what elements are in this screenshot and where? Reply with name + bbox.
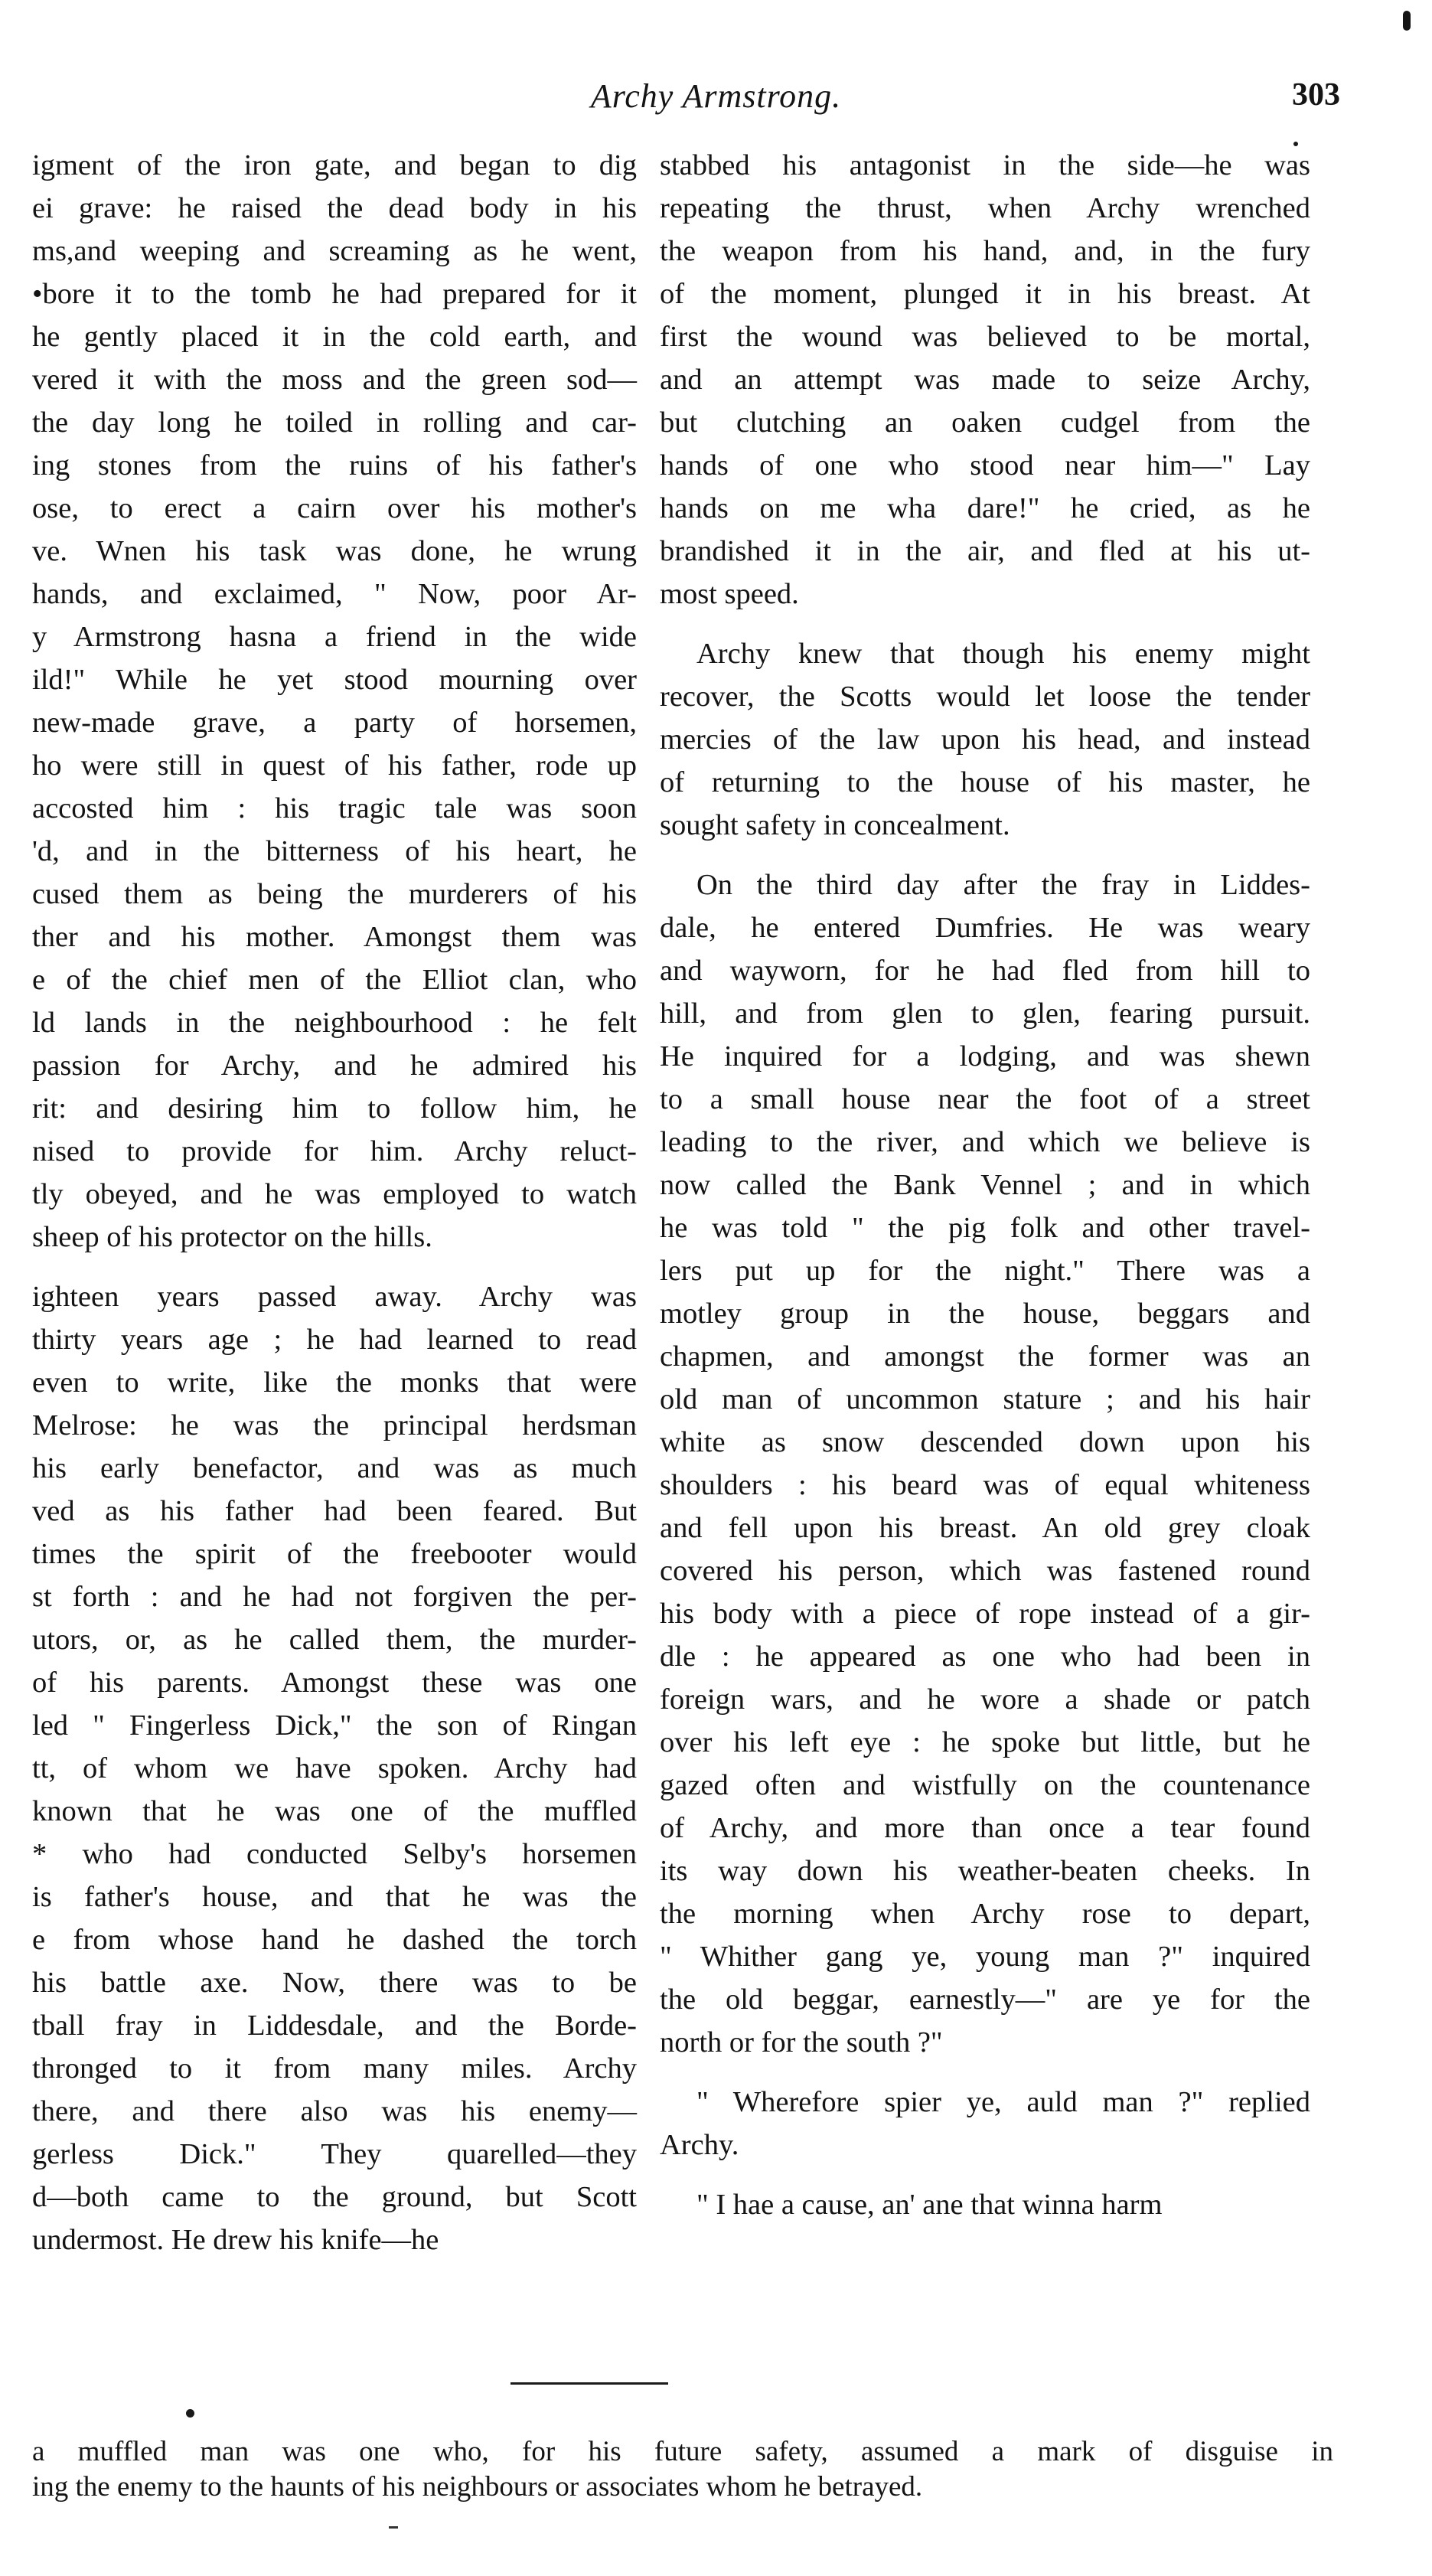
paragraph (32, 1275, 637, 2261)
text-line: chapmen, and amongst the former was an (660, 1340, 1310, 1373)
text-line: dale, he entered Dumfries. He was weary (660, 912, 1310, 944)
text-line: " I hae a cause, an' ane that winna harm (696, 2189, 1163, 2221)
text-line: nised to provide for him. Archy reluct- (32, 1135, 637, 1167)
text-line: there, and there also was his enemy— (32, 2095, 637, 2127)
text-line: its way down his weather-beaten cheeks. In (660, 1855, 1310, 1887)
text-line: e from whose hand he dashed the torch (32, 1924, 637, 1956)
text-line: and wayworn, for he had fled from hill to (660, 955, 1310, 987)
text-line: gerless Dick." They quarelled—they (32, 2138, 637, 2170)
text-line: now called the Bank Vennel ; and in which (660, 1169, 1310, 1201)
text-line: foreign wars, and he wore a shade or patch (660, 1683, 1310, 1716)
text-line: tball fray in Liddesdale, and the Borde- (32, 2010, 637, 2042)
text-line: Melrose: he was the principal herdsman (32, 1409, 637, 1441)
text-line: leading to the river, and which we believe is (660, 1126, 1310, 1158)
footnote-line: a muffled man was one who, for his future safety, assumed a mark of disguise in (32, 2436, 1333, 2467)
text-line: Archy knew that though his enemy might (696, 638, 1310, 670)
text-line: he was told " the pig folk and other travel- (660, 1212, 1310, 1244)
text-line: On the third day after the fray in Liddes- (696, 869, 1310, 901)
text-line: sought safety in concealment. (660, 809, 1010, 841)
text-line: and an attempt was made to seize Archy, (660, 364, 1310, 396)
text-line: " Wherefore spier ye, auld man ?" replied (696, 2086, 1310, 2118)
paragraph (660, 2183, 1310, 2226)
text-line: undermost. He drew his knife—he (32, 2224, 439, 2256)
text-line: recover, the Scotts would let loose the tender (660, 681, 1310, 713)
text-line: dle : he appeared as one who had been in (660, 1641, 1310, 1673)
text-line: hands on me wha dare!" he cried, as he (660, 492, 1310, 524)
text-line: covered his person, which was fastened round (660, 1555, 1310, 1587)
text-line: ighteen years passed away. Archy was (32, 1281, 637, 1313)
text-line: thirty years age ; he had learned to read (32, 1324, 637, 1356)
text-line: ve. Wnen his task was done, he wrung (32, 535, 637, 567)
text-line: tly obeyed, and he was employed to watch (32, 1178, 637, 1210)
left-column (32, 144, 637, 2261)
text-line: new-made grave, a party of horsemen, (32, 707, 637, 739)
text-line: •bore it to the tomb he had prepared for it (32, 278, 637, 310)
text-line: tt, of whom we have spoken. Archy had (32, 1752, 637, 1784)
text-line: is father's house, and that he was the (32, 1881, 637, 1913)
text-line: the weapon from his hand, and, in the fury (660, 235, 1310, 267)
stray-ink-mark (389, 2526, 398, 2529)
text-line: utors, or, as he called them, the murder- (32, 1624, 637, 1656)
footnote-line: ing the enemy to the haunts of his neighbours or associates whom he betrayed. (32, 2471, 923, 2503)
text-line: thronged to it from many miles. Archy (32, 2052, 637, 2085)
footnote-divider (510, 2382, 668, 2385)
text-line: of Archy, and more than once a tear found (660, 1812, 1310, 1844)
text-line: rit: and desiring him to follow him, he (32, 1092, 637, 1125)
text-line: He inquired for a lodging, and was shewn (660, 1040, 1310, 1073)
paragraph-gap (660, 2166, 1310, 2183)
stray-ink-dot (1293, 142, 1298, 146)
text-line: of returning to the house of his master, he (660, 766, 1310, 798)
paragraph-gap (32, 1259, 637, 1275)
text-line: his early benefactor, and was as much (32, 1452, 637, 1484)
paragraph-gap (660, 615, 1310, 632)
text-line: and fell upon his breast. An old grey cloak (660, 1512, 1310, 1544)
text-line: " Whither gang ye, young man ?" inquired (660, 1941, 1310, 1973)
text-line: hands, and exclaimed, " Now, poor Ar- (32, 578, 637, 610)
text-line: stabbed his antagonist in the side—he was (660, 149, 1310, 181)
text-line: ho were still in quest of his father, rode up (32, 749, 637, 782)
corner-ink-mark (1403, 11, 1411, 31)
text-line: lers put up for the night." There was a (660, 1255, 1310, 1287)
right-column (660, 144, 1310, 2226)
text-line: ei grave: he raised the dead body in his (32, 192, 637, 224)
paragraph-gap (660, 2064, 1310, 2081)
text-line: brandished it in the air, and fled at his ut- (660, 535, 1310, 567)
text-line: 'd, and in the bitterness of his heart, he (32, 835, 637, 867)
text-line: st forth : and he had not forgiven the per- (32, 1581, 637, 1613)
text-line: e of the chief men of the Elliot clan, who (32, 964, 637, 996)
text-line: white as snow descended down upon his (660, 1426, 1310, 1458)
text-line: ing stones from the ruins of his father's (32, 449, 637, 482)
text-line: known that he was one of the muffled (32, 1795, 637, 1827)
text-line: old man of uncommon stature ; and his hair (660, 1383, 1310, 1415)
text-line: his battle axe. Now, there was to be (32, 1967, 637, 1999)
text-line: hands of one who stood near him—" Lay (660, 449, 1310, 482)
text-line: ild!" While he yet stood mourning over (32, 664, 637, 696)
text-line: of the moment, plunged it in his breast. At (660, 278, 1310, 310)
paragraph (660, 144, 1310, 615)
text-line: ose, to erect a cairn over his mother's (32, 492, 637, 524)
text-line: to a small house near the foot of a street (660, 1083, 1310, 1115)
text-line: first the wound was believed to be mortal, (660, 321, 1310, 353)
text-line: ther and his mother. Amongst them was (32, 921, 637, 953)
text-line: Archy. (660, 2129, 739, 2161)
text-line: even to write, like the monks that were (32, 1366, 637, 1399)
text-line: but clutching an oaken cudgel from the (660, 406, 1310, 439)
text-line: y Armstrong hasna a friend in the wide (32, 621, 637, 653)
text-line: ms,and weeping and screaming as he went, (32, 235, 637, 267)
paragraph-gap (660, 847, 1310, 864)
text-line: north or for the south ?" (660, 2026, 943, 2059)
text-line: ved as his father had been feared. But (32, 1495, 637, 1527)
text-line: led " Fingerless Dick," the son of Ringan (32, 1709, 637, 1742)
text-line: d—both came to the ground, but Scott (32, 2181, 637, 2213)
footnote (32, 2434, 1333, 2505)
paragraph (660, 2081, 1310, 2166)
text-line: shoulders : his beard was of equal whiteness (660, 1469, 1310, 1501)
running-title: Archy Armstrong. (590, 77, 842, 115)
text-line: over his left eye : he spoke but little, but he (660, 1726, 1310, 1758)
paragraph (660, 632, 1310, 847)
text-line: passion for Archy, and he admired his (32, 1050, 637, 1082)
footnote-mark-dot (186, 2409, 194, 2418)
text-line: gazed often and wistfully on the countenance (660, 1769, 1310, 1801)
text-line: sheep of his protector on the hills. (32, 1221, 432, 1253)
text-line: cused them as being the murderers of his (32, 878, 637, 910)
text-line: hill, and from glen to glen, fearing pursuit. (660, 997, 1310, 1030)
text-line: the morning when Archy rose to depart, (660, 1898, 1310, 1930)
text-line: vered it with the moss and the green sod— (32, 364, 637, 396)
text-line: ld lands in the neighbourhood : he felt (32, 1007, 637, 1039)
text-line: his body with a piece of rope instead of a gir- (660, 1598, 1310, 1630)
text-line: most speed. (660, 578, 799, 610)
paragraph (32, 144, 637, 1259)
page-number: 303 (1292, 77, 1340, 113)
text-line: the day long he toiled in rolling and car- (32, 406, 637, 439)
text-line: motley group in the house, beggars and (660, 1298, 1310, 1330)
text-line: * who had conducted Selby's horsemen (32, 1838, 637, 1870)
text-line: the old beggar, earnestly—" are ye for the (660, 1983, 1310, 2016)
text-line: he gently placed it in the cold earth, and (32, 321, 637, 353)
text-line: times the spirit of the freebooter would (32, 1538, 637, 1570)
text-line: mercies of the law upon his head, and instead (660, 723, 1310, 756)
text-line: igment of the iron gate, and began to dig (32, 149, 637, 181)
text-line: accosted him : his tragic tale was soon (32, 792, 637, 824)
text-line: repeating the thrust, when Archy wrenched (660, 192, 1310, 224)
paragraph (660, 864, 1310, 2064)
text-line: of his parents. Amongst these was one (32, 1667, 637, 1699)
